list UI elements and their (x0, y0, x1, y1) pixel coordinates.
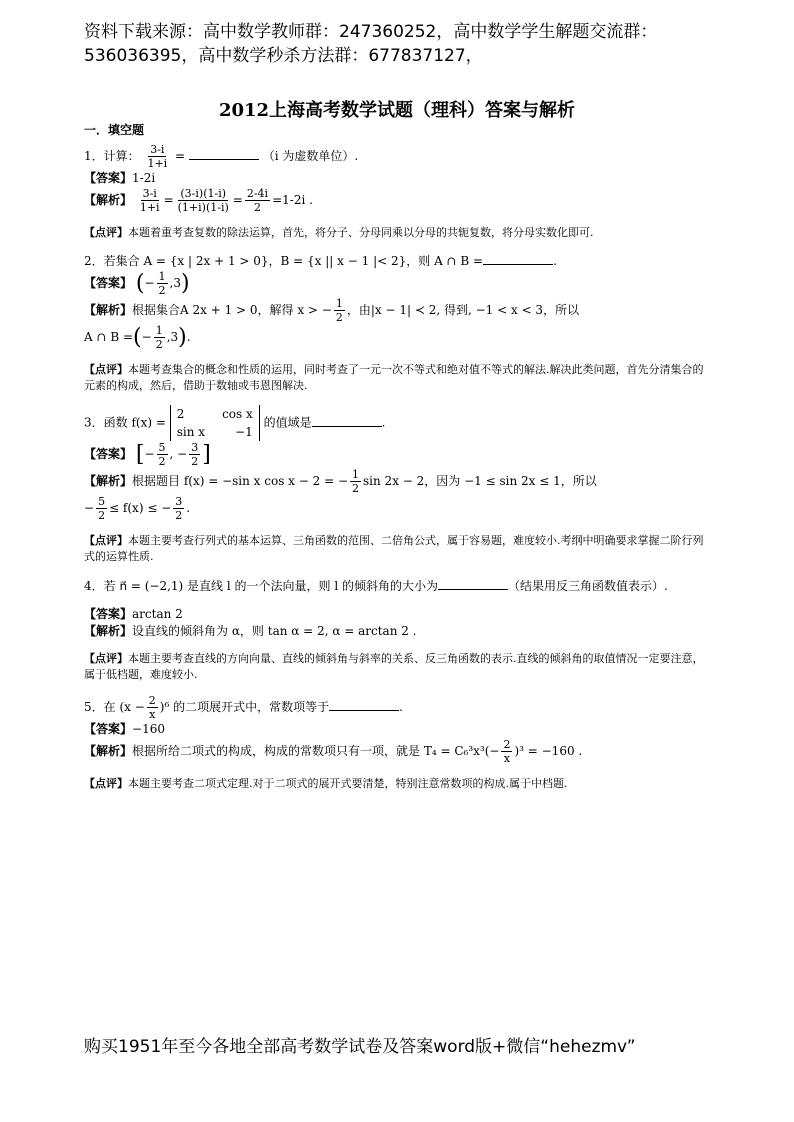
solution-2: 【解析】根据集合A 2x + 1 > 0，解得 x > − $\frac{1}{2}$ ，由|x − 1| ≺ 2, 得到, −1 < x < 3，所以 (84, 297, 580, 324)
comment-4: 【点评】本题主要考查直线的方向向量、直线的倾斜角与斜率的关系、反三角函数的表示.直线的倾斜角的取值情况一定要注意，属于低档题，难度较小. (84, 652, 704, 681)
solution-5: 【解析】根据所给二项式的构成，构成的常数项只有一项，就是 T₄ = C₆³x³(− $\frac{2}{x}$ )³ = −160 . (84, 738, 583, 765)
content (84, 122, 714, 803)
fraction: $\frac{3-i}{1+i}$ (147, 143, 168, 170)
solution-3-cont: − $\frac{5}{2}$ ≤ f(x) ≤ − $\frac{3}{2}$ . (84, 495, 191, 522)
problem-5 (84, 694, 714, 792)
question-4: 4．若 n⃗ = (−2,1) 是直线 l 的一个法向量，则 l 的倾斜角的大小为 （结果用反三角函数值表示）. (84, 579, 668, 593)
page-title: 2012上海高考数学试题（理科）答案与解析 (218, 100, 576, 121)
solution-4: 【解析】设直线的倾斜角为 α，则 tan α = 2, α = arctan 2 . (84, 624, 417, 638)
answer-4: 【答案】arctan 2 (84, 607, 183, 621)
footer-note: 购买1951年至今各地全部高考数学试卷及答案word版+微信“hehezmv” (84, 1037, 636, 1057)
comment-1: 【点评】本题着重考查复数的除法运算，首先，将分子、分母同乘以分母的共轭复数，将分母实数化即可. (84, 226, 594, 239)
problem-4 (84, 577, 714, 683)
solution-3: 【解析】根据题目 f(x) = −sin x cos x − 2 = − $\frac{1}{2}$ sin 2x − 2，因为 −1 ≤ sin 2x ≤ 1，所以 (84, 468, 597, 495)
answer-blank (189, 147, 259, 160)
problem-3 (84, 405, 714, 565)
answer-5: 【答案】−160 (84, 722, 165, 736)
section-title: 一．填空题 (84, 123, 145, 137)
question-5: 5．在 (x − $\frac{2}{x}$ )⁶ 的二项展开式中，常数项等于 . (84, 694, 403, 721)
answer-blank (329, 698, 399, 711)
answer-2: 【答案】 (− $\frac{1}{2}$ ,3) (84, 270, 190, 297)
solution-1: 【解析】 $\frac{3-i}{1+i}$ = $\frac{(3-i)(1-i)}{(1+i)(1-i)}$ = $\frac{2-4i}{2}$ =1-2i . (84, 187, 313, 214)
solution-2-cont: A ∩ B =(− $\frac{1}{2}$ ,3). (84, 324, 191, 351)
comment-5: 【点评】本题主要考查二项式定理.对于二项式的展开式要清楚，特别注意常数项的构成.属于中档题. (84, 777, 568, 790)
header-note: 资料下载来源：高中数学教师群：247360252，高中数学学生解题交流群：536036395，高中数学秒杀方法群：677837127， (84, 22, 658, 66)
question-1: 1．计算： $\frac{3-i}{1+i}$ = （i 为虚数单位）. (84, 143, 359, 170)
comment-3: 【点评】本题主要考查行列式的基本运算、三角函数的范围、二倍角公式，属于容易题，难度较小.考纲中明确要求掌握二阶行列式的运算性质. (84, 534, 704, 563)
answer-3: 【答案】 [− $\frac{5}{2}$ , − $\frac{3}{2}$ ] (84, 441, 211, 468)
determinant: 2 cos x sin x −1 (170, 405, 260, 441)
question-3: 3．函数 f(x) = 2 cos x sin x −1 的值域是 . (84, 407, 386, 439)
answer-1: 【答案】1-2i (84, 171, 156, 185)
answer-blank (312, 414, 382, 427)
problem-2 (84, 252, 714, 394)
answer-blank (438, 577, 508, 590)
question-2: 2．若集合 A = {x | 2x + 1 > 0}，B = {x || x − 1 |< 2}，则 A ∩ B = . (84, 254, 557, 268)
comment-2: 【点评】本题考查集合的概念和性质的运用，同时考查了一元一次不等式和绝对值不等式的解法.解决此类问题，首先分清集合的元素的构成，然后，借助于数轴或韦恩图解决. (84, 363, 704, 392)
problem-1 (84, 143, 714, 241)
answer-blank (483, 252, 553, 265)
